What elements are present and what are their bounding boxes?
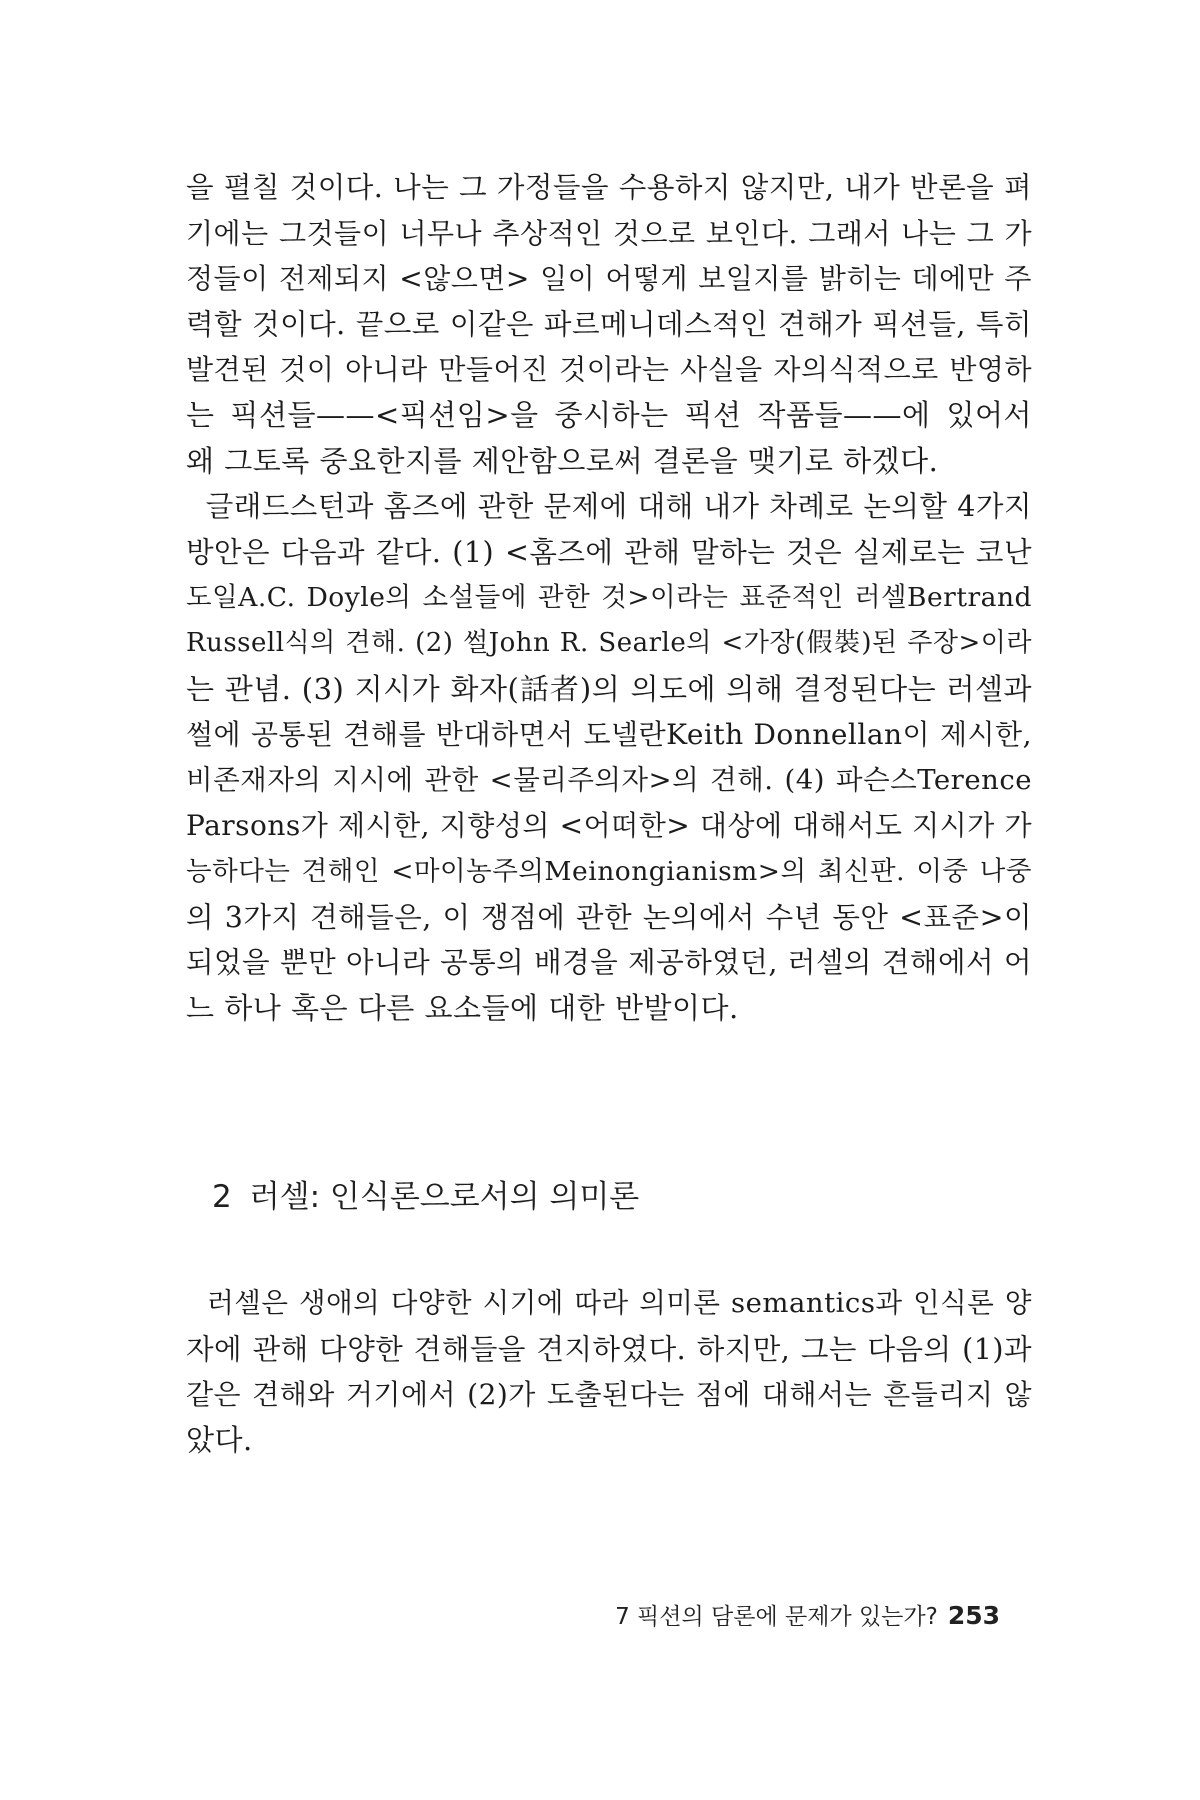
text-line: 방안은 다음과 같다. (1) <홈즈에 관해 말하는 것은 실제로는 코난 <box>186 535 1032 569</box>
text-line: 는 픽션들——<픽션임>을 중시하는 픽션 작품들——에 있어서 <box>186 397 1032 432</box>
text-line: 기에는 그것들이 너무나 추상적인 것으로 보인다. 그래서 나는 그 가 <box>186 216 1032 250</box>
text-line: 러셀은 생애의 다양한 시기에 따라 의미론 semantics과 인식론 양 <box>186 1287 1032 1319</box>
text-line: 는 관념. (3) 지시가 화자(話者)의 의도에 의해 결정된다는 러셀과 <box>186 671 1032 706</box>
running-footer <box>615 1600 1000 1633</box>
text-line: 았다. <box>186 1422 253 1457</box>
text-line: 되었을 뿐만 아니라 공통의 배경을 제공하였던, 러셀의 견해에서 어 <box>186 946 1032 980</box>
text-line: Russell식의 견해. (2) 썰John R. Searle의 <가장(假裝)된 주장>이라 <box>186 627 1032 658</box>
text-line: 능하다는 견해인 <마이농주의Meinongianism>의 최신판. 이중 나중 <box>186 855 1032 887</box>
text-line: 느 하나 혹은 다른 요소들에 대한 반발이다. <box>186 990 739 1025</box>
body-text-block-1 <box>186 165 1032 1031</box>
page-number: 253 <box>947 1601 1000 1630</box>
body-text-block-2 <box>186 1281 1032 1463</box>
text-line: 같은 견해와 거기에서 (2)가 도출된다는 점에 대해서는 흔들리지 않 <box>186 1378 1032 1412</box>
text-line: 력할 것이다. 끝으로 이같은 파르메니데스적인 견해가 픽션들, 특히 <box>186 307 1032 341</box>
section-title: 러셀: 인식론으로서의 의미론 <box>249 1179 640 1215</box>
text-line: 정들이 전제되지 <않으면> 일이 어떻게 보일지를 밝히는 데에만 주 <box>186 262 1032 296</box>
text-line: 썰에 공통된 견해를 반대하면서 도넬란Keith Donnellan이 제시한, <box>186 718 1032 752</box>
section-number: 2 <box>212 1179 232 1215</box>
text-line: 의 3가지 견해들은, 이 쟁점에 관한 논의에서 수년 동안 <표준>이 <box>186 900 1032 934</box>
text-line: 도일A.C. Doyle의 소설들에 관한 것>이라는 표준적인 러셀Bertrand <box>186 582 1032 614</box>
text-line: 글래드스턴과 홈즈에 관한 문제에 대해 내가 차례로 논의할 4가지 <box>186 490 1032 524</box>
running-title: 7 픽션의 담론에 문제가 있는가? <box>615 1604 938 1630</box>
text-line: 비존재자의 지시에 관한 <물리주의자>의 견해. (4) 파슨스Terence <box>186 763 1032 796</box>
text-line: 자에 관해 다양한 견해들을 견지하였다. 하지만, 그는 다음의 (1)과 <box>186 1332 1032 1366</box>
text-line: Parsons가 제시한, 지향성의 <어떠한> 대상에 대해서도 지시가 가 <box>186 809 1032 843</box>
text-line: 발견된 것이 아니라 만들어진 것이라는 사실을 자의식적으로 반영하 <box>186 353 1032 387</box>
text-line: 왜 그토록 중요한지를 제안함으로써 결론을 맺기로 하겠다. <box>186 443 939 478</box>
section-heading <box>212 1175 639 1219</box>
text-line: 을 펼칠 것이다. 나는 그 가정들을 수용하지 않지만, 내가 반론을 펴 <box>186 171 1032 204</box>
